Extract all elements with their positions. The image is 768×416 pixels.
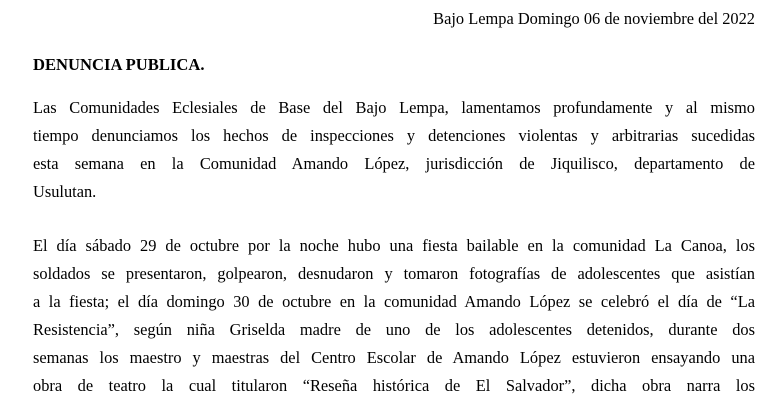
paragraph-line: Usulutan.: [33, 182, 97, 201]
paragraph-2: [33, 232, 755, 400]
document-title: DENUNCIA PUBLICA.: [33, 55, 205, 74]
paragraph-line: Resistencia”, según niña Griselda madre de uno de los adolescentes detenidos, durante dos: [33, 320, 755, 339]
paragraph-line: El día sábado 29 de octubre por la noche hubo una fiesta bailable en la comunidad La Canoa, los: [33, 236, 755, 255]
paragraph-line: semanas los maestro y maestras del Centro Escolar de Amando López estuvieron ensayando una: [33, 348, 755, 367]
paragraph-line: tiempo denunciamos los hechos de inspecciones y detenciones violentas y arbitrarias sucedidas: [33, 126, 755, 145]
paragraph-line: soldados se presentaron, golpearon, desnudaron y tomaron fotografías de adolescentes que asistían: [33, 264, 755, 283]
paragraph-line: obra de teatro la cual titularon “Reseña histórica de El Salvador”, dicha obra narra los: [33, 376, 755, 395]
paragraph-1: [33, 94, 755, 206]
date-line: Bajo Lempa Domingo 06 de noviembre del 2022: [433, 9, 755, 28]
paragraph-line: esta semana en la Comunidad Amando López, jurisdicción de Jiquilisco, departamento de: [33, 154, 755, 173]
paragraph-line: Las Comunidades Eclesiales de Base del Bajo Lempa, lamentamos profundamente y al mismo: [33, 98, 755, 117]
paragraph-line: a la fiesta; el día domingo 30 de octubre en la comunidad Amando López se celebró el día de “La: [33, 292, 755, 311]
